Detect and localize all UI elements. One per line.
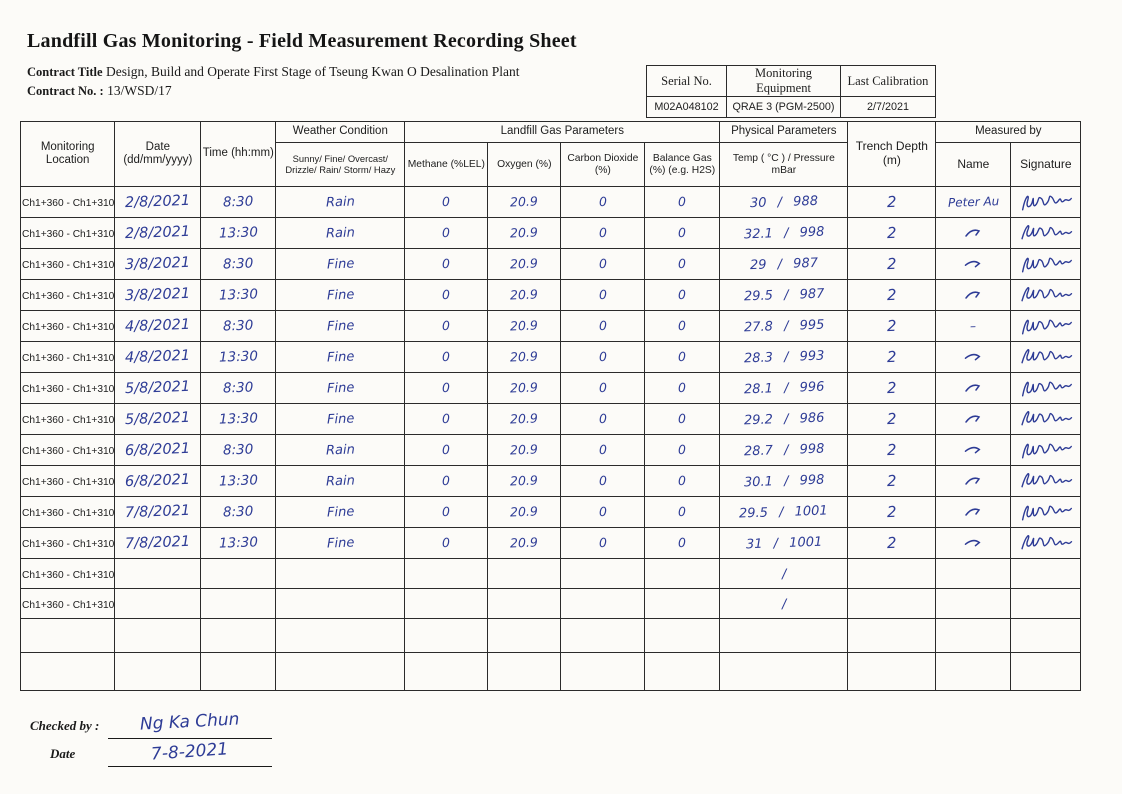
footer-date-line [108,736,272,767]
signature-scribble-icon [1017,282,1074,309]
cell-name [936,373,1011,404]
cell-monitoring-location: Ch1+360 - Ch1+310 [21,466,115,497]
ditto-mark-icon [963,474,983,488]
header-monitoring-location: Monitoring Location [21,122,115,187]
header-weather-condition: Weather Condition [276,122,405,143]
cell-date: 4/8/2021 [115,342,201,373]
cell-name [936,435,1011,466]
cell-signature [1011,280,1081,311]
cell-weather: Fine [276,311,405,342]
cell-trench-depth: 2 [848,466,936,497]
cell-trench-depth: 2 [848,218,936,249]
table-row [21,342,1081,373]
cell-date: 7/8/2021 [115,528,201,559]
cell-methane: 0 [405,404,488,435]
cell-signature [1011,404,1081,435]
cell-date [115,619,201,653]
cell-temp-pressure: 30.1 / 998 [720,466,848,497]
cell-weather [276,653,405,691]
cell-monitoring-location [21,653,115,691]
cell-monitoring-location: Ch1+360 - Ch1+310 [21,311,115,342]
cell-date [115,653,201,691]
equip-header-calibration: Last Calibration [841,66,936,97]
cell-balance-gas: 0 [645,404,720,435]
cell-temp-pressure: 30 / 988 [720,187,848,218]
cell-carbon-dioxide [561,589,645,619]
table-row [21,280,1081,311]
cell-temp-pressure: 29.5 / 1001 [720,497,848,528]
cell-time: 13:30 [201,466,276,497]
cell-time: 8:30 [201,311,276,342]
ditto-mark-icon [962,441,985,459]
cell-date: 5/8/2021 [115,404,201,435]
cell-carbon-dioxide [561,653,645,691]
cell-date: 2/8/2021 [115,218,201,249]
cell-methane [405,589,488,619]
cell-carbon-dioxide: 0 [561,218,645,249]
cell-name: Peter Au [936,187,1011,218]
cell-weather: Fine [276,342,405,373]
cell-time: 8:30 [201,373,276,404]
cell-name [936,589,1011,619]
table-row [21,528,1081,559]
cell-time: 13:30 [201,404,276,435]
cell-signature [1011,466,1081,497]
cell-name [936,619,1011,653]
cell-time: 8:30 [201,249,276,280]
cell-carbon-dioxide: 0 [561,373,645,404]
equipment-info-table [646,65,936,118]
cell-weather: Fine [276,528,405,559]
header-trench-depth: Trench Depth (m) [848,122,936,187]
header-oxygen: Oxygen (%) [488,143,561,187]
ditto-mark-icon [962,348,985,366]
page-title: Landfill Gas Monitoring - Field Measurement Recording Sheet [27,30,577,52]
cell-name [936,342,1011,373]
header-physical-parameters: Physical Parameters [720,122,848,143]
cell-carbon-dioxide: 0 [561,466,645,497]
cell-carbon-dioxide: 0 [561,249,645,280]
cell-oxygen: 20.9 [488,435,561,466]
cell-signature [1011,619,1081,653]
cell-methane: 0 [405,497,488,528]
cell-time: 13:30 [201,218,276,249]
cell-temp-pressure [720,619,848,653]
signature-scribble-icon [1017,344,1074,371]
contract-title-label: Contract Title [27,65,103,79]
cell-temp-pressure: 32.1 / 998 [720,218,848,249]
dash-mark: – [970,318,977,334]
signature-scribble-icon [1017,499,1074,525]
signature-scribble-icon [1017,220,1074,247]
cell-monitoring-location: Ch1+360 - Ch1+310 [21,249,115,280]
cell-signature [1011,373,1081,404]
cell-oxygen [488,589,561,619]
cell-oxygen [488,559,561,589]
cell-name [936,280,1011,311]
cell-signature [1011,249,1081,280]
cell-balance-gas: 0 [645,280,720,311]
header-landfill-gas-parameters: Landfill Gas Parameters [405,122,720,143]
cell-weather: Fine [276,497,405,528]
cell-name [936,466,1011,497]
cell-balance-gas: 0 [645,497,720,528]
cell-trench-depth [848,559,936,589]
contract-no-line [27,83,172,99]
table-row [21,559,1081,589]
cell-date: 6/8/2021 [115,466,201,497]
contract-no-label: Contract No. : [27,84,104,98]
table-row [21,311,1081,342]
monitoring-table [20,121,1081,691]
cell-temp-pressure [720,653,848,691]
cell-temp-pressure: 29.2 / 986 [720,404,848,435]
cell-balance-gas: 0 [645,187,720,218]
cell-oxygen: 20.9 [488,218,561,249]
cell-carbon-dioxide [561,559,645,589]
cell-signature [1011,435,1081,466]
cell-balance-gas: 0 [645,528,720,559]
cell-signature [1011,559,1081,589]
cell-carbon-dioxide: 0 [561,404,645,435]
cell-oxygen: 20.9 [488,373,561,404]
signature-scribble-icon [1017,468,1074,495]
cell-signature [1011,528,1081,559]
header-measured-by: Measured by [936,122,1081,143]
table-row [21,466,1081,497]
cell-methane: 0 [405,280,488,311]
cell-date: 2/8/2021 [115,187,201,218]
table-row [21,249,1081,280]
cell-trench-depth [848,653,936,691]
cell-trench-depth: 2 [848,187,936,218]
checked-by-signature-line [108,704,272,739]
cell-monitoring-location: Ch1+360 - Ch1+310 [21,342,115,373]
cell-time: 13:30 [201,528,276,559]
cell-name [936,497,1011,528]
cell-oxygen: 20.9 [488,528,561,559]
cell-monitoring-location: Ch1+360 - Ch1+310 [21,435,115,466]
cell-weather: Rain [276,435,405,466]
cell-temp-pressure: / [720,559,848,589]
cell-date [115,559,201,589]
cell-methane [405,653,488,691]
cell-date: 7/8/2021 [115,497,201,528]
cell-name [936,311,1011,342]
cell-balance-gas: 0 [645,342,720,373]
cell-monitoring-location [21,619,115,653]
header-carbon-dioxide: Carbon Dioxide (%) [561,143,645,187]
cell-weather [276,619,405,653]
cell-trench-depth: 2 [848,528,936,559]
cell-time [201,619,276,653]
table-row [21,589,1081,619]
cell-methane: 0 [405,466,488,497]
cell-temp-pressure: 31 / 1001 [720,528,848,559]
cell-oxygen: 20.9 [488,280,561,311]
ditto-mark-icon [963,412,983,426]
cell-temp-pressure: 27.8 / 995 [720,311,848,342]
cell-balance-gas [645,559,720,589]
cell-name [936,559,1011,589]
ditto-mark-icon [963,505,983,519]
cell-signature [1011,342,1081,373]
header-temp-pressure: Temp ( °C ) / Pressure mBar [720,143,848,187]
header-methane: Methane (%LEL) [405,143,488,187]
cell-oxygen: 20.9 [488,342,561,373]
cell-date [115,589,201,619]
cell-signature [1011,218,1081,249]
cell-name [936,528,1011,559]
cell-carbon-dioxide: 0 [561,311,645,342]
equip-header-equipment: Monitoring Equipment [727,66,841,97]
cell-methane: 0 [405,187,488,218]
cell-date: 3/8/2021 [115,280,201,311]
cell-balance-gas: 0 [645,466,720,497]
ditto-mark-icon [963,381,983,395]
cell-time [201,589,276,619]
cell-time: 8:30 [201,497,276,528]
cell-weather: Fine [276,280,405,311]
signature-scribble-icon [1017,313,1074,339]
cell-carbon-dioxide [561,619,645,653]
cell-time [201,559,276,589]
cell-monitoring-location: Ch1+360 - Ch1+310 [21,218,115,249]
cell-name [936,653,1011,691]
cell-trench-depth: 2 [848,497,936,528]
cell-oxygen: 20.9 [488,311,561,342]
header-signature: Signature [1011,143,1081,187]
cell-oxygen: 20.9 [488,404,561,435]
cell-balance-gas: 0 [645,218,720,249]
cell-name [936,249,1011,280]
cell-trench-depth [848,619,936,653]
table-row [21,218,1081,249]
cell-temp-pressure: / [720,589,848,619]
signature-scribble-icon [1017,406,1074,433]
footer-date-value: 7-8-2021 [150,739,230,765]
cell-oxygen: 20.9 [488,187,561,218]
cell-trench-depth: 2 [848,311,936,342]
cell-balance-gas [645,589,720,619]
equip-value-calibration: 2/7/2021 [841,97,936,118]
table-row [21,373,1081,404]
cell-trench-depth: 2 [848,435,936,466]
signature-scribble-icon [1017,375,1074,401]
cell-monitoring-location: Ch1+360 - Ch1+310 [21,280,115,311]
checked-by-value: Ng Ka Chun [139,709,241,735]
table-row [21,404,1081,435]
cell-time: 8:30 [201,187,276,218]
cell-oxygen: 20.9 [488,497,561,528]
cell-methane [405,619,488,653]
cell-trench-depth: 2 [848,404,936,435]
cell-signature [1011,589,1081,619]
header-date: Date (dd/mm/yyyy) [115,122,201,187]
cell-carbon-dioxide: 0 [561,342,645,373]
cell-carbon-dioxide: 0 [561,435,645,466]
cell-temp-pressure: 28.7 / 998 [720,435,848,466]
cell-monitoring-location: Ch1+360 - Ch1+310 [21,589,115,619]
table-body [21,187,1081,691]
ditto-mark-icon [963,288,983,302]
cell-weather: Fine [276,373,405,404]
cell-weather: Rain [276,187,405,218]
cell-carbon-dioxide: 0 [561,528,645,559]
cell-monitoring-location: Ch1+360 - Ch1+310 [21,404,115,435]
cell-balance-gas: 0 [645,249,720,280]
cell-trench-depth: 2 [848,249,936,280]
cell-methane [405,559,488,589]
cell-methane: 0 [405,342,488,373]
cell-signature [1011,187,1081,218]
cell-time: 13:30 [201,342,276,373]
cell-temp-pressure: 28.3 / 993 [720,342,848,373]
table-row [21,497,1081,528]
cell-temp-pressure: 29 / 987 [720,249,848,280]
cell-weather [276,559,405,589]
cell-methane: 0 [405,373,488,404]
cell-trench-depth: 2 [848,373,936,404]
cell-weather: Fine [276,404,405,435]
cell-carbon-dioxide: 0 [561,280,645,311]
checked-by-label: Checked by : [30,718,100,733]
cell-carbon-dioxide: 0 [561,497,645,528]
cell-date: 3/8/2021 [115,249,201,280]
cell-balance-gas: 0 [645,311,720,342]
cell-monitoring-location: Ch1+360 - Ch1+310 [21,373,115,404]
footer-date-label: Date [50,746,76,761]
cell-balance-gas [645,653,720,691]
cell-signature [1011,653,1081,691]
cell-weather: Fine [276,249,405,280]
cell-oxygen [488,619,561,653]
cell-signature [1011,497,1081,528]
cell-methane: 0 [405,249,488,280]
cell-monitoring-location: Ch1+360 - Ch1+310 [21,497,115,528]
cell-oxygen [488,653,561,691]
cell-oxygen: 20.9 [488,466,561,497]
cell-monitoring-location: Ch1+360 - Ch1+310 [21,559,115,589]
cell-time: 8:30 [201,435,276,466]
table-row [21,653,1081,691]
header-balance-gas: Balance Gas (%) (e.g. H2S) [645,143,720,187]
equip-header-serial: Serial No. [647,66,727,97]
equip-value-equipment: QRAE 3 (PGM-2500) [727,97,841,118]
cell-trench-depth [848,589,936,619]
ditto-mark-icon [962,534,985,552]
cell-carbon-dioxide: 0 [561,187,645,218]
table-row [21,187,1081,218]
cell-trench-depth: 2 [848,280,936,311]
signature-scribble-icon [1017,251,1074,277]
cell-time: 13:30 [201,280,276,311]
cell-weather [276,589,405,619]
signature-scribble-icon [1017,189,1074,215]
ditto-mark-icon [963,226,983,240]
cell-monitoring-location: Ch1+360 - Ch1+310 [21,528,115,559]
header-name: Name [936,143,1011,187]
table-row [21,435,1081,466]
cell-date: 5/8/2021 [115,373,201,404]
cell-balance-gas [645,619,720,653]
header-time: Time (hh:mm) [201,122,276,187]
cell-methane: 0 [405,528,488,559]
signature-scribble-icon [1017,437,1074,463]
cell-time [201,653,276,691]
contract-title-line [27,64,519,80]
cell-date: 4/8/2021 [115,311,201,342]
signature-scribble-icon [1017,530,1074,557]
cell-methane: 0 [405,311,488,342]
cell-name [936,218,1011,249]
equip-value-serial: M02A048102 [647,97,727,118]
cell-oxygen: 20.9 [488,249,561,280]
cell-name [936,404,1011,435]
ditto-mark-icon [962,255,985,273]
cell-temp-pressure: 29.5 / 987 [720,280,848,311]
contract-no-value: 13/WSD/17 [107,83,172,98]
cell-balance-gas: 0 [645,435,720,466]
contract-title-value: Design, Build and Operate First Stage of Tseung Kwan O Desalination Plant [105,64,520,79]
cell-trench-depth: 2 [848,342,936,373]
cell-signature [1011,311,1081,342]
header-weather-options: Sunny/ Fine/ Overcast/ Drizzle/ Rain/ Storm/ Hazy [276,143,405,187]
cell-weather: Rain [276,466,405,497]
cell-weather: Rain [276,218,405,249]
cell-temp-pressure: 28.1 / 996 [720,373,848,404]
cell-monitoring-location: Ch1+360 - Ch1+310 [21,187,115,218]
cell-methane: 0 [405,435,488,466]
cell-balance-gas: 0 [645,373,720,404]
cell-methane: 0 [405,218,488,249]
cell-date: 6/8/2021 [115,435,201,466]
table-row [21,619,1081,653]
